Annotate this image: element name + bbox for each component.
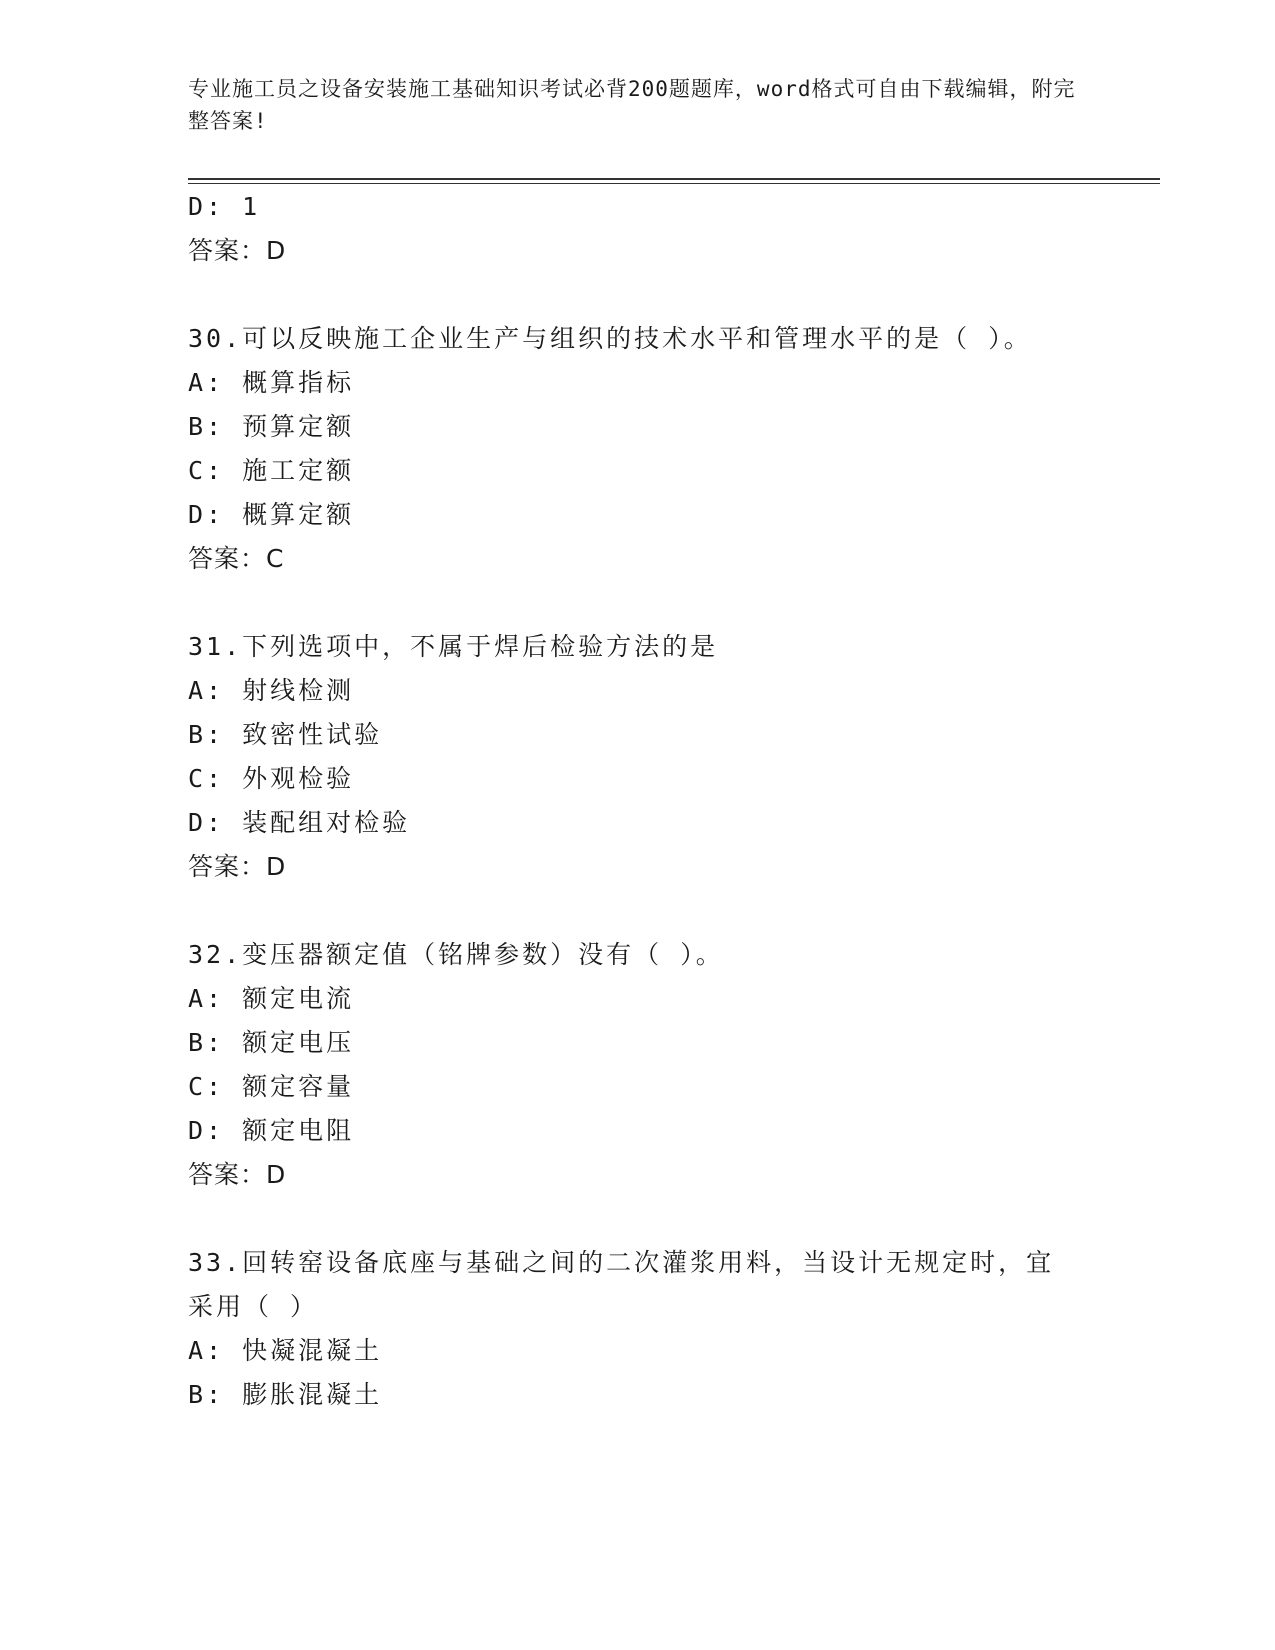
q32-option-d: D: 额定电阻 [188,1116,355,1145]
q30-stem: 30.可以反映施工企业生产与组织的技术水平和管理水平的是（ ）。 [188,324,1032,353]
q31-stem: 31.下列选项中，不属于焊后检验方法的是 [188,632,719,661]
q33-stem-line2: 采用（ ） [188,1292,319,1321]
q31-option-c: C: 外观检验 [188,764,355,793]
q33-option-b: B: 膨胀混凝土 [188,1380,383,1409]
q31-option-d: D: 装配组对检验 [188,808,411,837]
q32-stem: 32.变压器额定值（铭牌参数）没有（ ）。 [188,940,724,969]
q32-answer: 答案：D [188,1160,287,1189]
q33-option-a: A: 快凝混凝土 [188,1336,383,1365]
header-divider-thin [188,183,1160,184]
prev-option-d: D: 1 [188,192,261,221]
q33-stem-line1: 33.回转窑设备底座与基础之间的二次灌浆用料，当设计无规定时，宜 [188,1248,1055,1277]
q30-option-d: D: 概算定额 [188,500,355,529]
q31-option-a: A: 射线检测 [188,676,355,705]
q31-option-b: B: 致密性试验 [188,720,383,749]
q32-option-a: A: 额定电流 [188,984,355,1013]
header-divider-thick [188,178,1160,180]
q30-option-b: B: 预算定额 [188,412,355,441]
q32-option-c: C: 额定容量 [188,1072,355,1101]
q31-answer: 答案：D [188,852,287,881]
prev-answer: 答案：D [188,236,287,265]
q32-option-b: B: 额定电压 [188,1028,355,1057]
q30-answer: 答案：C [188,544,285,573]
q30-option-a: A: 概算指标 [188,368,355,397]
document-header: 专业施工员之设备安装施工基础知识考试必背200题题库，word格式可自由下载编辑，附完整答案! [188,77,1076,133]
q30-option-c: C: 施工定额 [188,456,355,485]
